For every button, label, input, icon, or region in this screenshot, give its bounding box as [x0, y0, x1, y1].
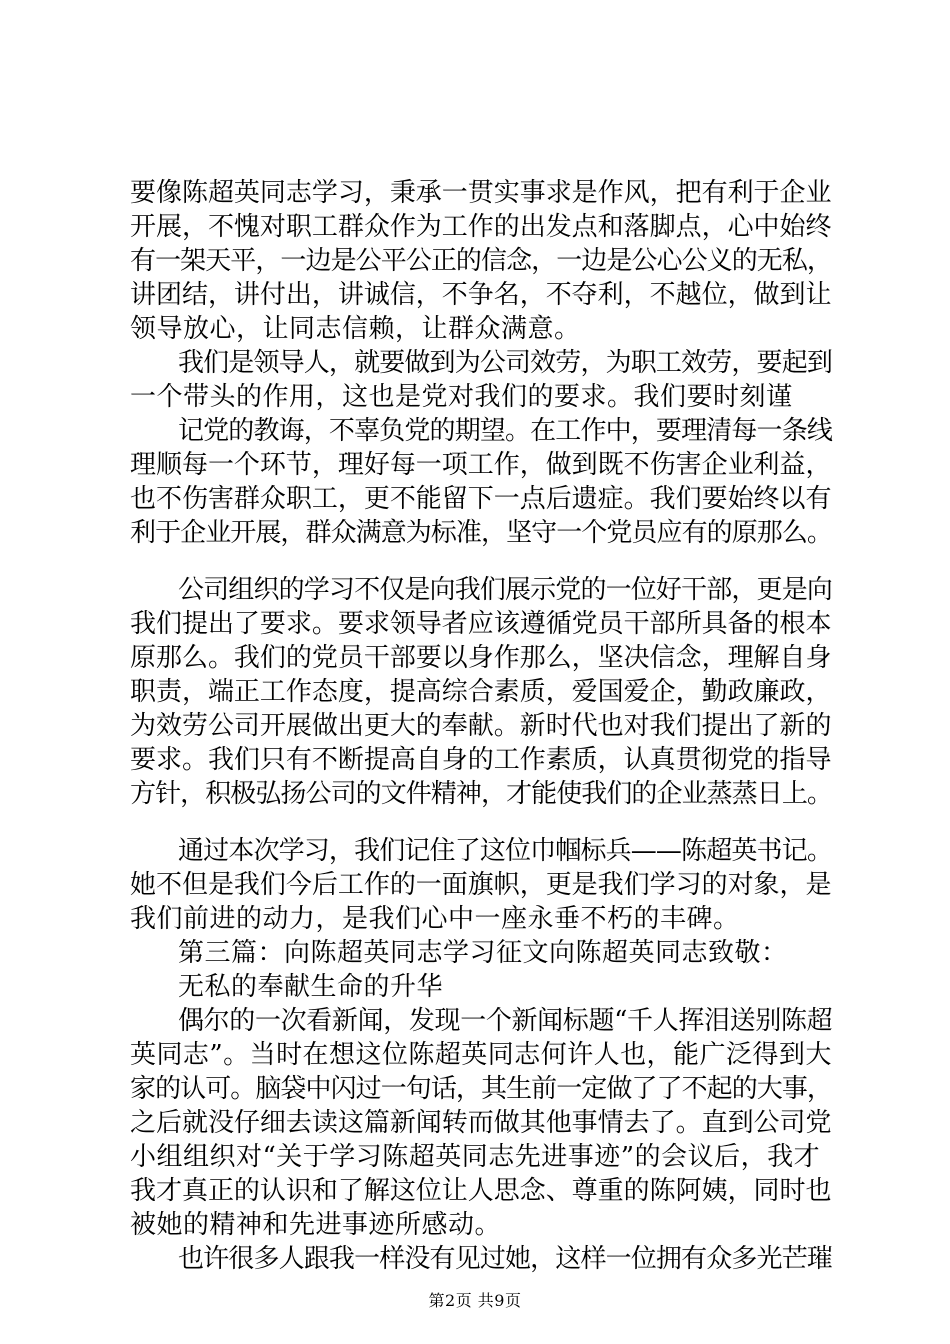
text-line: 我们提出了要求。要求领导者应该遵循党员干部所具备的根本 — [130, 609, 832, 639]
text-line: 公司组织的学习不仅是向我们展示党的一位好干部，更是向 — [178, 575, 833, 605]
text-line: 要像陈超英同志学习，秉承一贯实事求是作风，把有利于企业 — [130, 178, 832, 208]
text-line: 之后就没仔细去读这篇新闻转而做其他事情去了。直到公司党 — [130, 1108, 832, 1138]
text-line: 也许很多人跟我一样没有见过她，这样一位拥有众多光芒璀 — [178, 1244, 833, 1274]
text-line: 我才真正的认识和了解这位让人思念、尊重的陈阿姨，同时也 — [130, 1176, 832, 1206]
text-line: 有一架天平，一边是公平公正的信念，一边是公心公义的无私， — [130, 246, 833, 276]
text-line: 通过本次学习，我们记住了这位巾帼标兵——陈超英书记。 — [178, 836, 833, 866]
text-line: 要求。我们只有不断提高自身的工作素质，认真贯彻党的指导 — [130, 745, 832, 775]
page-footer — [0, 1291, 950, 1311]
text-line: 也不伤害群众职工，更不能留下一点后遗症。我们要始终以有 — [130, 484, 832, 514]
text-line: 职责，端正工作态度，提高综合素质，爱国爱企，勤政廉政， — [130, 677, 832, 707]
text-line: 利于企业开展，群众满意为标准，坚守一个党员应有的原那么。 — [130, 518, 833, 548]
text-line: 她不但是我们今后工作的一面旗帜，更是我们学习的对象，是 — [130, 870, 832, 900]
text-line: 偶尔的一次看新闻，发现一个新闻标题“千人挥泪送别陈超 — [178, 1006, 833, 1036]
section-subheading: 无私的奉献生命的升华 — [178, 972, 444, 1002]
page-number: 第2页 共9页 — [428, 1291, 522, 1310]
text-line: 为效劳公司开展做出更大的奉献。新时代也对我们提出了新的 — [130, 711, 832, 741]
text-line: 一个带头的作用，这也是党对我们的要求。我们要时刻谨 — [130, 382, 793, 412]
text-line: 我们前进的动力，是我们心中一座永垂不朽的丰碑。 — [130, 904, 740, 934]
text-line: 我们是领导人，就要做到为公司效劳，为职工效劳，要起到 — [178, 348, 833, 378]
text-line: 被她的精神和先进事迹所感动。 — [130, 1210, 502, 1240]
text-line: 方针，积极弘扬公司的文件精神，才能使我们的企业蒸蒸日上。 — [130, 779, 833, 809]
text-line: 领导放心，让同志信赖，让群众满意。 — [130, 314, 581, 344]
text-line: 小组组织对“关于学习陈超英同志先进事迹”的会议后，我才 — [130, 1142, 821, 1172]
text-line: 理顺每一个环节，理好每一项工作，做到既不伤害企业利益， — [130, 450, 832, 480]
text-line: 家的认可。脑袋中闪过一句话，其生前一定做了了不起的大事， — [130, 1074, 833, 1104]
text-line: 英同志”。当时在想这位陈超英同志何许人也，能广泛得到大 — [130, 1040, 832, 1070]
section-heading: 第三篇：向陈超英同志学习征文向陈超英同志致敬： — [178, 938, 788, 968]
text-line: 原那么。我们的党员干部要以身作那么，坚决信念，理解自身 — [130, 643, 832, 673]
text-line: 讲团结，讲付出，讲诚信，不争名，不夺利，不越位，做到让 — [130, 280, 832, 310]
text-line: 开展，不愧对职工群众作为工作的出发点和落脚点，心中始终 — [130, 212, 832, 242]
text-line: 记党的教诲，不辜负党的期望。在工作中，要理清每一条线 — [178, 416, 833, 446]
